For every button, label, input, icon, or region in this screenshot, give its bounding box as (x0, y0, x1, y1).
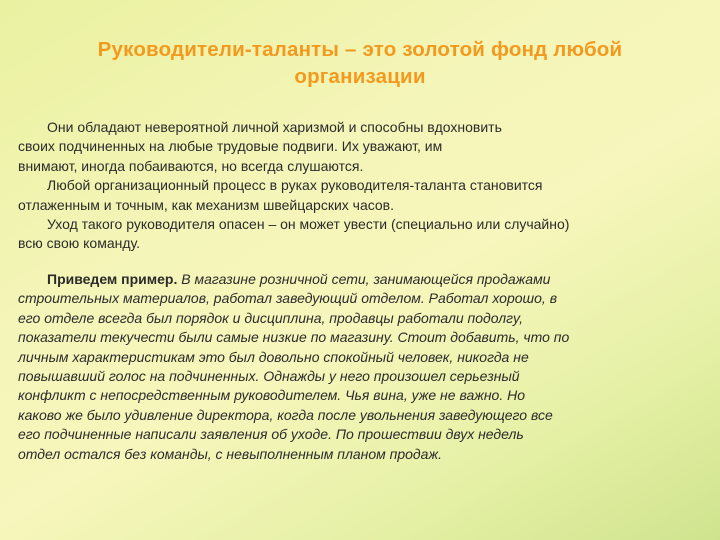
example-label: Приведем пример. (47, 271, 178, 287)
example-line: отдел остался без команды, с невыполненным планом продаж. (18, 445, 442, 462)
example-line: его отделе всегда был порядок и дисциплина, продавцы работали подолгу, (18, 309, 524, 326)
intro-line: всю свою команду. (18, 235, 140, 252)
intro-line: Уход такого руководителя опасен – он может увести (специально или случайно) (47, 216, 570, 233)
example-paragraph (18, 270, 658, 464)
intro-line: отлаженным и точным, как механизм швейцарских часов. (18, 196, 395, 213)
intro-line: своих подчиненных на любые трудовые подвиги. Их уважают, им (18, 138, 443, 155)
example-line: каково же было удивление директора, когда после увольнения заведующего все (18, 406, 553, 423)
example-line: строительных материалов, работал заведующий отделом. Работал хорошо, в (18, 290, 558, 307)
example-line: конфликт с непосредственным руководителем. Чья вина, уже не важно. Но (18, 387, 526, 404)
slide-title-line-1: Руководители-таланты – это золотой фонд любой (97, 38, 623, 61)
slide-title-line-2: организации (294, 65, 426, 88)
example-first-line (18, 270, 658, 289)
intro-paragraph (18, 118, 658, 254)
intro-line: Они обладают невероятной личной харизмой и способны вдохновить (47, 119, 502, 135)
example-line: повышавший голос на подчиненных. Однажды у него произошел серьезный (18, 368, 520, 385)
intro-line: внимают, иногда побаиваются, но всегда слушаются. (18, 157, 364, 174)
intro-line: Любой организационный процесс в руках руководителя-таланта становится (47, 177, 543, 194)
slide-title (40, 36, 680, 90)
example-line: его подчиненные написали заявления об уходе. По прошествии двух недель (18, 426, 524, 443)
example-line: личным характеристикам это был довольно спокойный человек, никогда не (18, 348, 529, 365)
example-first-line-text: В магазине розничной сети, занимающейся продажами (177, 271, 551, 287)
example-line: показатели текучести были самые низкие по магазину. Стоит добавить, что по (18, 329, 570, 346)
